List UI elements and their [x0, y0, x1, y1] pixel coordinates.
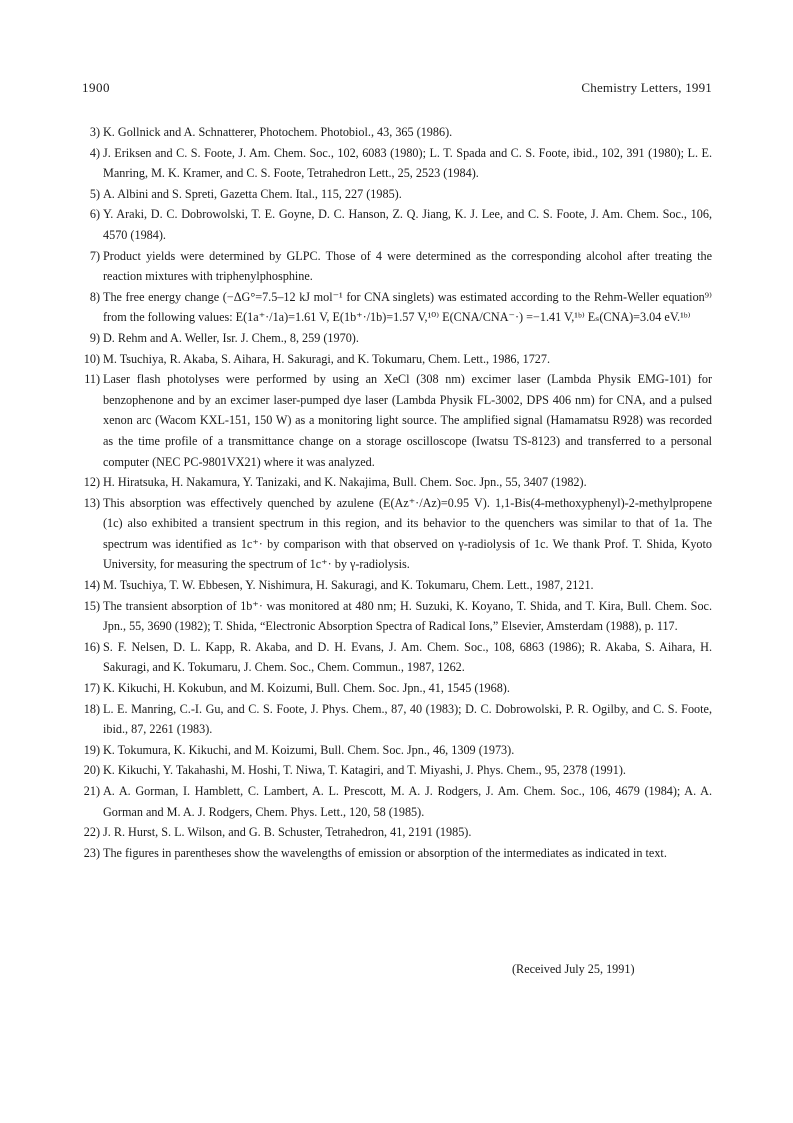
- reference-number: 8): [89, 289, 100, 304]
- reference-text: A. Albini and S. Spreti, Gazetta Chem. Ital., 115, 227 (1985).: [103, 186, 402, 201]
- page-header: [82, 80, 712, 98]
- reference-text: The transient absorption of 1b⁺· was monitored at 480 nm; H. Suzuki, K. Koyano, T. Shida, and T. Kira, Bull. Chem. Soc. Jpn., 55, 3690 (1982); T. Shida, “Electronic Absorption Spectra of Radical Ions,” Elsevier, Amsterdam (1988), p. 117.: [103, 598, 712, 634]
- reference-item: [82, 596, 712, 637]
- reference-text: Product yields were determined by GLPC. Those of 4 were determined as the corresponding alcohol after treating the reaction mixtures with triphenylphosphine.: [103, 248, 712, 284]
- reference-text: M. Tsuchiya, T. W. Ebbesen, Y. Nishimura, H. Sakuragi, and K. Tokumaru, Chem. Lett., 1987, 2121.: [103, 578, 594, 593]
- reference-item: [82, 575, 712, 596]
- reference-item: [82, 822, 712, 843]
- reference-number: 11): [84, 372, 100, 387]
- reference-number: 10): [83, 351, 100, 366]
- reference-item: [82, 122, 712, 143]
- reference-number: 6): [89, 207, 100, 222]
- reference-number: 18): [83, 701, 100, 716]
- reference-item: [82, 678, 712, 699]
- reference-item: [82, 472, 712, 493]
- reference-text: A. A. Gorman, I. Hamblett, C. Lambert, A. L. Prescott, M. A. J. Rodgers, J. Am. Chem. Soc., 106, 4679 (1984); A. A. Gorman and M. A. J. Rodgers, Chem. Phys. Lett., 120, 58 (1985).: [103, 784, 712, 819]
- reference-item: [82, 246, 712, 287]
- reference-text: The figures in parentheses show the wavelengths of emission or absorption of the intermediates as indicated in text.: [103, 845, 667, 860]
- reference-item: [82, 637, 712, 678]
- reference-text: J. R. Hurst, S. L. Wilson, and G. B. Schuster, Tetrahedron, 41, 2191 (1985).: [103, 825, 472, 840]
- reference-item: [82, 143, 712, 184]
- reference-list: [82, 122, 712, 863]
- reference-item: [82, 740, 712, 761]
- reference-number: 17): [83, 681, 100, 696]
- reference-item: [82, 760, 712, 781]
- received-date: (Received July 25, 1991): [512, 962, 635, 976]
- reference-number: 19): [83, 742, 100, 757]
- reference-item: [82, 493, 712, 575]
- reference-number: 3): [89, 125, 100, 139]
- reference-text: K. Gollnick and A. Schnatterer, Photochem. Photobiol., 43, 365 (1986).: [103, 125, 453, 139]
- reference-item: [82, 328, 712, 349]
- reference-item: [82, 369, 712, 472]
- reference-text: H. Hiratsuka, H. Nakamura, Y. Tanizaki, and K. Nakajima, Bull. Chem. Soc. Jpn., 55, 3407 (1982).: [103, 475, 587, 490]
- journal-running-title: Chemistry Letters, 1991: [581, 80, 712, 95]
- reference-number: 21): [83, 784, 100, 798]
- reference-number: 4): [89, 145, 100, 160]
- reference-text: Y. Araki, D. C. Dobrowolski, T. E. Goyne, D. C. Hanson, Z. Q. Jiang, K. J. Lee, and C. S. Foote, J. Am. Chem. Soc., 106, 4570 (1984).: [103, 207, 712, 242]
- reference-text: Laser flash photolyses were performed by using an XeCl (308 nm) excimer laser (Lambda Physik EMG-101) for benzophenone and by an excimer laser-pumped dye laser (Lambda Physik FL-3002, DPS 406 nm) for CNA, and a pulsed xenon arc (Wacom KXL-151, 150 W) as a monitoring light source. The amplified signal (Hamamatsu R928) was recorded as the time profile of a transmittance change on a storage oscilloscope (Iwatsu TS-8123) and transferred to a personal computer (NEC PC-9801VX21) where it was analyzed.: [103, 372, 712, 469]
- reference-number: 12): [83, 475, 100, 490]
- reference-text: This absorption was effectively quenched by azulene (E(Az⁺·/Az)=0.95 V). 1,1-Bis(4-methoxyphenyl)-2-methylpropene (1c) also exhibited a transient spectrum in this region, and its behavior to the quenchers was similar to that of 1a. The spectrum was identified as 1c⁺· by comparison with that observed on γ-radiolysis of 1c. We thank Prof. T. Shida, Kyoto University, for measuring the spectrum of 1c⁺· by γ-radiolysis.: [103, 495, 712, 572]
- reference-text: M. Tsuchiya, R. Akaba, S. Aihara, H. Sakuragi, and K. Tokumaru, Chem. Lett., 1986, 1727.: [103, 351, 551, 366]
- reference-text: S. F. Nelsen, D. L. Kapp, R. Akaba, and D. H. Evans, J. Am. Chem. Soc., 108, 6863 (1986); R. Akaba, S. Aihara, H. Sakuragi, and K. Tokumaru, J. Chem. Soc., Chem. Commun., 1987, 1262.: [103, 639, 712, 675]
- reference-text: K. Tokumura, K. Kikuchi, and M. Koizumi, Bull. Chem. Soc. Jpn., 46, 1309 (1973).: [103, 742, 515, 757]
- reference-text: L. E. Manring, C.-I. Gu, and C. S. Foote, J. Phys. Chem., 87, 40 (1983); D. C. Dobrowolski, P. R. Ogilby, and C. S. Foote, ibid., 87, 2261 (1983).: [103, 701, 712, 737]
- reference-item: [82, 349, 712, 370]
- reference-item: [82, 204, 712, 245]
- reference-item: [82, 781, 712, 822]
- reference-item: [82, 184, 712, 205]
- reference-item: [82, 287, 712, 328]
- reference-number: 7): [89, 248, 100, 263]
- reference-item: [82, 699, 712, 740]
- reference-number: 22): [83, 825, 100, 840]
- reference-text: K. Kikuchi, H. Kokubun, and M. Koizumi, Bull. Chem. Soc. Jpn., 41, 1545 (1968).: [103, 681, 510, 696]
- reference-number: 14): [83, 578, 100, 593]
- reference-text: D. Rehm and A. Weller, Isr. J. Chem., 8, 259 (1970).: [103, 330, 359, 345]
- reference-number: 13): [83, 495, 100, 510]
- reference-number: 16): [83, 639, 100, 654]
- reference-text: J. Eriksen and C. S. Foote, J. Am. Chem. Soc., 102, 6083 (1980); L. T. Spada and C. S. Foote, ibid., 102, 391 (1980); L. E. Manring, M. K. Kramer, and C. S. Foote, Tetrahedron Lett., 25, 2523 (1984).: [103, 145, 712, 181]
- reference-item: [82, 843, 712, 864]
- reference-number: 20): [83, 763, 100, 778]
- reference-number: 5): [89, 186, 100, 201]
- reference-number: 23): [83, 845, 100, 860]
- reference-text: The free energy change (−ΔG°=7.5–12 kJ mol⁻¹ for CNA singlets) was estimated according to the Rehm-Weller equation⁹⁾ from the following values: E(1a⁺·/1a)=1.61 V, E(1b⁺·/1b)=1.57 V,¹⁰⁾ E(CNA/CNA⁻·) =−1.41 V,¹ᵇ⁾ Eₛ(CNA)=3.04 eV.¹ᵇ⁾: [103, 289, 712, 325]
- reference-number: 15): [83, 598, 100, 613]
- reference-text: K. Kikuchi, Y. Takahashi, M. Hoshi, T. Niwa, T. Katagiri, and T. Miyashi, J. Phys. Chem., 95, 2378 (1991).: [103, 763, 626, 778]
- page-number: 1900: [82, 80, 110, 95]
- reference-number: 9): [89, 330, 100, 345]
